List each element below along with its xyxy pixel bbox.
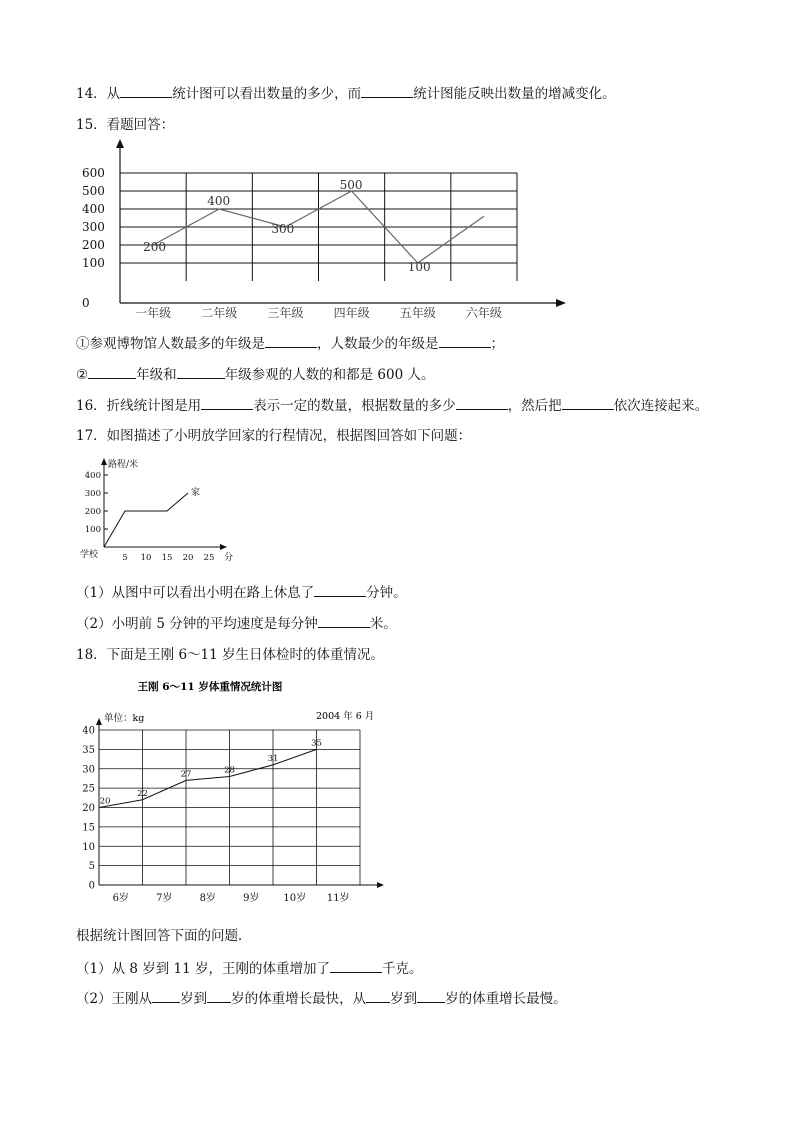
question-15-sub1: ①参观博物馆人数最多的年级是 ，人数最少的年级是 ； xyxy=(76,333,504,353)
question-15-title: 15．看题回答： xyxy=(76,117,175,133)
chart-weight xyxy=(76,674,386,906)
data-label: 200 xyxy=(143,240,166,254)
date-label: 2004 年 6 月 xyxy=(316,711,375,722)
y-tick-label: 400 xyxy=(84,471,101,481)
y-tick-label: 100 xyxy=(82,256,105,270)
answer-blank[interactable] xyxy=(152,988,180,1003)
x-tick-label: 8岁 xyxy=(199,893,216,904)
x-tick-label: 20 xyxy=(182,553,194,563)
x-tick-label: 25 xyxy=(203,553,215,563)
y-tick-label: 500 xyxy=(82,184,105,198)
x-tick-labels xyxy=(122,553,214,563)
x-tick-label: 二年级 xyxy=(201,306,238,320)
y-tick-label: 300 xyxy=(84,489,101,499)
y-tick-labels xyxy=(85,471,108,535)
y-axis-label: 路程/米 xyxy=(108,460,139,470)
x-tick-label: 五年级 xyxy=(399,306,436,320)
answer-blank[interactable] xyxy=(318,613,370,628)
y-tick-label: 10 xyxy=(82,841,95,853)
data-label: 28 xyxy=(224,765,235,776)
answer-blank[interactable] xyxy=(366,988,390,1003)
series-line xyxy=(104,493,188,547)
chart-grade-visitors xyxy=(80,136,580,326)
y-tick-label: 35 xyxy=(82,744,95,756)
y-tick-label: 200 xyxy=(82,238,105,252)
x-tick-label: 6岁 xyxy=(112,893,129,904)
question-15-sub2: ② 年级和 年级参观的人数的和都是 600 人。 xyxy=(76,364,434,384)
chart-route-home xyxy=(78,456,248,568)
y-tick-label: 200 xyxy=(84,507,101,517)
answer-blank[interactable] xyxy=(417,988,445,1003)
question-17-sub1: （1）从图中可以看出小明在路上休息了 分钟。 xyxy=(76,582,407,602)
question-18-sub2: （2）王刚从 岁到 岁的体重增长最快，从 岁到 岁的体重增长最慢。 xyxy=(76,988,567,1008)
answer-blank[interactable] xyxy=(456,395,508,410)
y-tick-labels xyxy=(82,166,105,310)
question-18-sub1: （1）从 8 岁到 11 岁，王刚的体重增加了 千克。 xyxy=(76,958,423,978)
data-label: 400 xyxy=(207,194,231,208)
question-18-title: 18．下面是王刚 6～11 岁生日体检时的体重情况。 xyxy=(76,647,385,663)
y-tick-label: 25 xyxy=(82,783,95,795)
x-tick-label: 10 xyxy=(140,553,152,563)
x-tick-label: 一年级 xyxy=(135,306,172,320)
answer-blank[interactable] xyxy=(361,83,413,98)
answer-blank[interactable] xyxy=(201,395,253,410)
data-label: 100 xyxy=(407,260,431,274)
answer-blank[interactable] xyxy=(177,364,225,379)
x-axis-arrow xyxy=(556,299,566,307)
chart-title: 王刚 6～11 岁体重情况统计图 xyxy=(137,681,283,693)
y-tick-label: 5 xyxy=(88,861,95,873)
end-label: 家 xyxy=(191,488,201,498)
y-tick-label: 15 xyxy=(82,822,95,834)
data-label: 20 xyxy=(99,796,111,807)
data-label: 500 xyxy=(339,178,363,192)
answer-blank[interactable] xyxy=(207,988,231,1003)
x-tick-label: 六年级 xyxy=(465,306,502,320)
x-axis-arrow xyxy=(220,544,227,550)
y-tick-label: 0 xyxy=(82,296,90,310)
question-14: 14．从 统计图可以看出数量的多少，而 统计图能反映出数量的增减变化。 xyxy=(76,83,616,103)
data-label: 300 xyxy=(271,222,295,236)
answer-blank[interactable] xyxy=(562,395,614,410)
answer-blank[interactable] xyxy=(314,582,366,597)
y-tick-label: 300 xyxy=(82,220,105,234)
y-tick-label: 600 xyxy=(82,166,105,180)
question-17-title: 17．如图描述了小明放学回家的行程情况，根据图回答如下问题： xyxy=(76,428,472,444)
chart-background xyxy=(76,674,386,906)
origin-label: 学校 xyxy=(80,550,99,560)
answer-blank[interactable] xyxy=(330,958,382,973)
y-tick-label: 40 xyxy=(82,725,95,737)
x-tick-label: 15 xyxy=(161,553,173,563)
question-17-sub2: （2）小明前 5 分钟的平均速度是每分钟 米。 xyxy=(76,613,397,633)
y-tick-label: 100 xyxy=(84,525,101,535)
chart-grid xyxy=(120,173,517,281)
question-16: 16．折线统计图是用 表示一定的数量，根据数量的多少 ，然后把 依次连接起来。 xyxy=(76,395,708,415)
y-tick-label: 0 xyxy=(88,880,95,892)
x-tick-label: 9岁 xyxy=(243,893,260,904)
y-tick-label: 400 xyxy=(82,202,105,216)
y-tick-label: 30 xyxy=(82,764,95,776)
answer-blank[interactable] xyxy=(88,364,136,379)
x-tick-label: 11岁 xyxy=(326,893,350,904)
x-tick-label: 5 xyxy=(122,553,128,563)
answer-blank[interactable] xyxy=(265,333,317,348)
data-label: 35 xyxy=(311,738,322,749)
chart-axes xyxy=(116,139,566,307)
data-label: 31 xyxy=(267,753,279,764)
x-tick-labels xyxy=(135,305,502,320)
question-18-after: 根据统计图回答下面的问题． xyxy=(76,928,252,944)
answer-blank[interactable] xyxy=(120,83,172,98)
x-tick-label: 三年级 xyxy=(267,306,304,320)
x-tick-label: 四年级 xyxy=(333,306,370,320)
data-label: 22 xyxy=(137,788,148,799)
y-tick-label: 20 xyxy=(82,803,95,814)
x-tick-label: 7岁 xyxy=(156,893,173,904)
y-axis-arrow xyxy=(101,458,107,465)
y-axis-arrow xyxy=(116,139,124,148)
x-axis-label: 分 xyxy=(224,553,234,563)
answer-blank[interactable] xyxy=(439,333,491,348)
unit-label: 单位：kg xyxy=(104,713,145,724)
data-label: 27 xyxy=(180,769,192,780)
chart-axes xyxy=(101,458,227,550)
x-tick-label: 10岁 xyxy=(283,893,307,904)
